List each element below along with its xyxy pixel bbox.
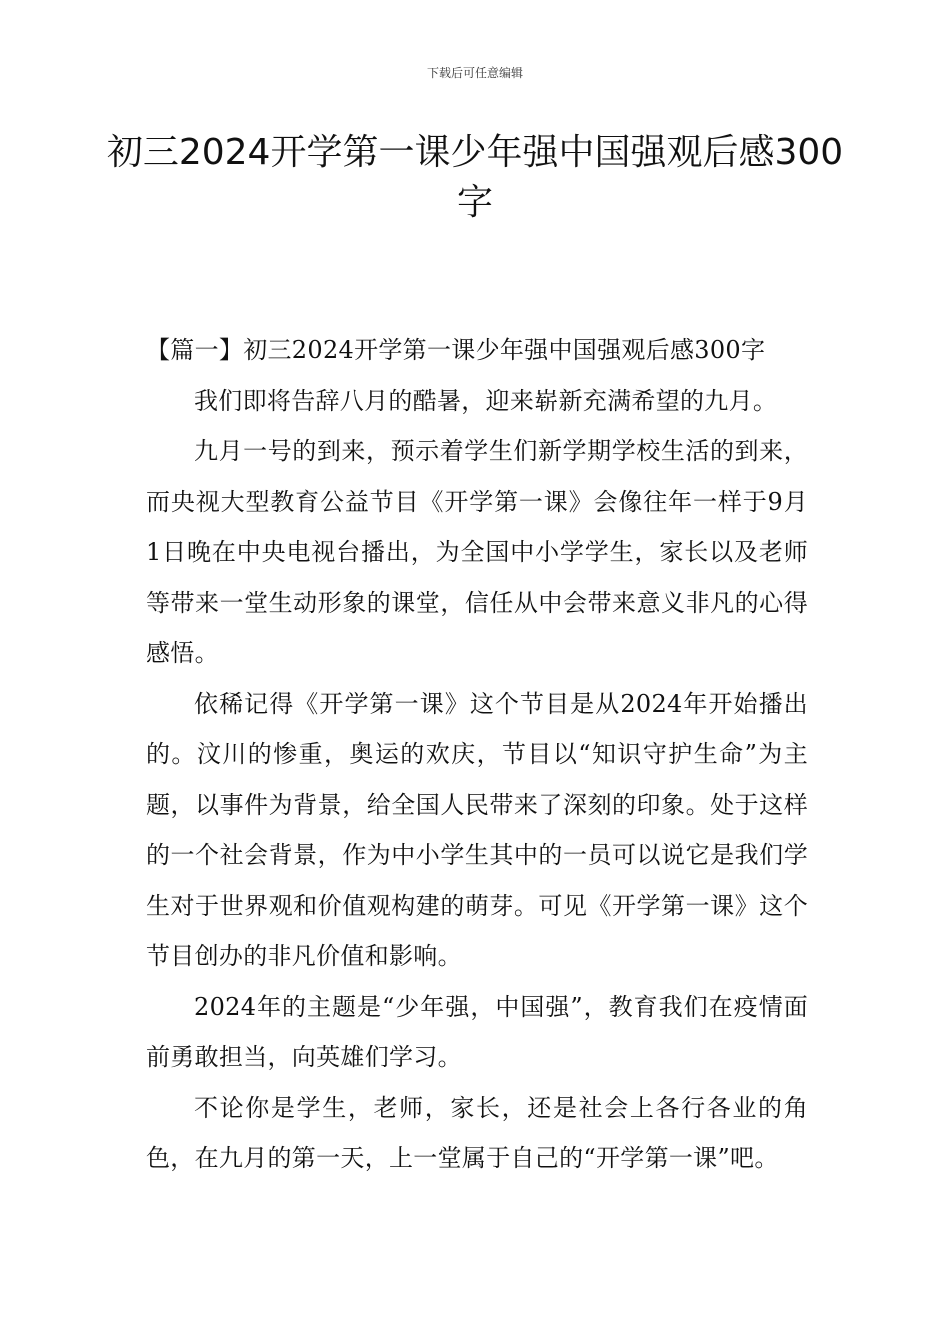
- header-note: 下载后可任意编辑: [426, 66, 523, 80]
- paragraph: 我们即将告辞八月的酷暑，迎来崭新充满希望的九月。: [194, 386, 778, 415]
- document-title: 初三2024开学第一课少年强中国强观后感300字: [106, 132, 844, 223]
- paragraph: 依稀记得《开学第一课》这个节目是从2024年开始播出的。汶川的惨重，奥运的欢庆，节目以“知识守护生命”为主题，以事件为背景，给全国人民带来了深刻的印象。处于这样的一个社会背景，作为中小学生其中的一员可以说它是我们学生对于世界观和价值观构建的萌芽。可见《开学第一课》这个节目创办的非凡价值和影响。: [146, 689, 808, 970]
- section-heading: 【篇一】初三2024开学第一课少年强中国强观后感300字: [146, 336, 766, 364]
- document-body: [146, 325, 808, 1184]
- paragraph: 不论你是学生，老师，家长，还是社会上各行各业的角色，在九月的第一天，上一堂属于自己的“开学第一课”吧。: [146, 1093, 808, 1172]
- paragraph: 2024年的主题是“少年强，中国强”，教育我们在疫情面前勇敢担当，向英雄们学习。: [146, 992, 808, 1071]
- paragraph: 九月一号的到来，预示着学生们新学期学校生活的到来，而央视大型教育公益节目《开学第一课》会像往年一样于9月1日晚在中央电视台播出，为全国中小学学生，家长以及老师等带来一堂生动形象的课堂，信任从中会带来意义非凡的心得感悟。: [146, 437, 808, 667]
